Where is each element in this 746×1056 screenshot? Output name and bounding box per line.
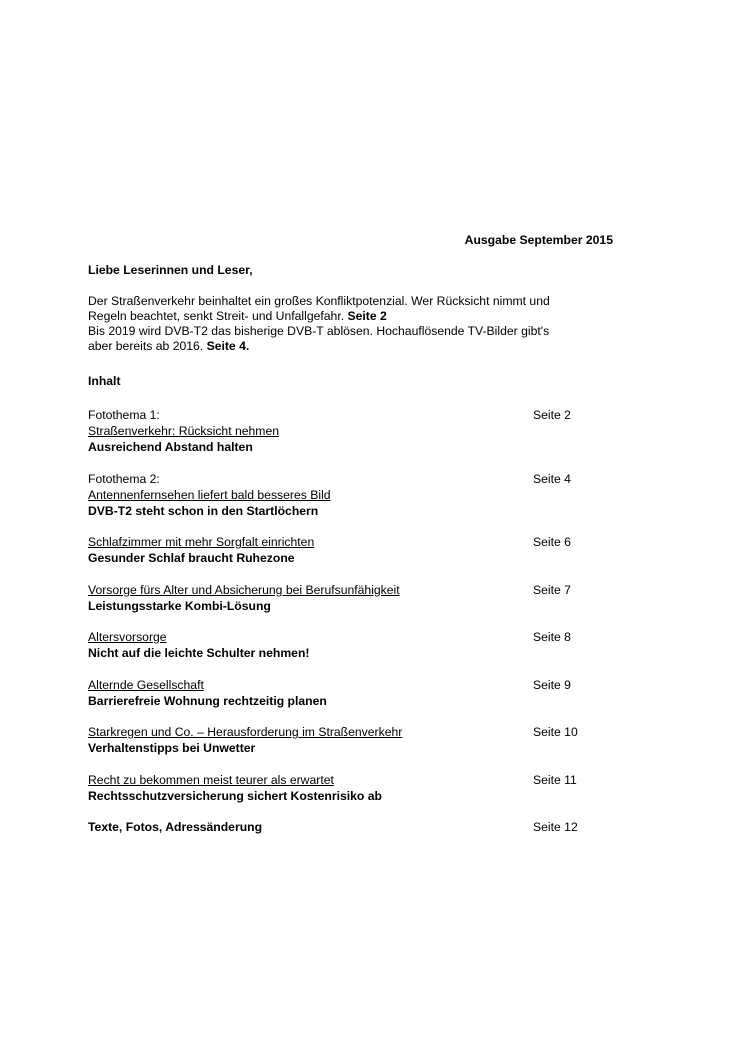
greeting: Liebe Leserinnen und Leser, [88, 263, 253, 277]
toc-entry-page: Seite 4 [533, 471, 571, 486]
intro-line: Bis 2019 wird DVB-T2 das bisherige DVB-T ablösen. Hochauflösende TV-Bilder gibt's [88, 324, 550, 338]
toc-entry-title: Vorsorge fürs Alter und Absicherung bei Berufsunfähigkeit [88, 582, 400, 597]
toc-entry [88, 534, 648, 566]
toc-entry-subtitle: Ausreichend Abstand halten [88, 440, 253, 454]
toc-entry-title: Starkregen und Co. – Herausforderung im Straßenverkehr [88, 725, 403, 739]
toc-entry [88, 582, 648, 614]
table-of-contents [88, 407, 648, 851]
intro-text: aber bereits ab 2016. [88, 339, 207, 353]
edition-date: Ausgabe September 2015 [464, 233, 613, 247]
toc-entry-page: Seite 10 [533, 725, 578, 739]
toc-entry-subtitle: Gesunder Schlaf braucht Ruhezone [88, 551, 295, 565]
intro-text: Regeln beachtet, senkt Streit- und Unfallgefahr. [88, 309, 348, 323]
toc-entry [88, 407, 648, 455]
toc-entry [88, 819, 648, 835]
toc-entry-label: Fotothema 2: [88, 471, 160, 486]
toc-entry [88, 772, 648, 804]
toc-entry-title: Altersvorsorge [88, 630, 167, 644]
toc-entry-page: Seite 12 [533, 820, 578, 834]
toc-entry-title: Recht zu bekommen meist teurer als erwartet [88, 772, 334, 787]
page-reference: Seite 4. [206, 339, 250, 353]
toc-entry-subtitle: Texte, Fotos, Adressänderung [88, 820, 263, 834]
toc-entry-subtitle: DVB-T2 steht schon in den Startlöchern [88, 503, 319, 518]
toc-entry-title: Alternde Gesellschaft [88, 677, 204, 692]
toc-entry-subtitle: Barrierefreie Wohnung rechtzeitig planen [88, 693, 327, 708]
intro-line: Der Straßenverkehr beinhaltet ein großes Konfliktpotenzial. Wer Rücksicht nimmt und [88, 294, 550, 308]
intro-paragraph [88, 294, 628, 354]
toc-entry [88, 629, 648, 661]
toc-entry [88, 677, 648, 709]
toc-entry-title: Schlafzimmer mit mehr Sorgfalt einrichten [88, 535, 315, 549]
toc-entry [88, 471, 648, 519]
intro-line [88, 309, 628, 324]
intro-line [88, 339, 628, 354]
toc-entry-subtitle: Verhaltenstipps bei Unwetter [88, 741, 256, 755]
toc-entry-page: Seite 7 [533, 582, 571, 597]
toc-entry-page: Seite 9 [533, 677, 571, 692]
toc-entry-subtitle: Rechtsschutzversicherung sichert Kostenrisiko ab [88, 788, 382, 803]
toc-heading: Inhalt [88, 374, 121, 388]
toc-entry-page: Seite 11 [533, 772, 577, 787]
toc-entry-subtitle: Nicht auf die leichte Schulter nehmen! [88, 646, 310, 660]
toc-entry-page: Seite 6 [533, 535, 571, 549]
toc-entry [88, 724, 648, 756]
toc-entry-title: Antennenfernsehen liefert bald besseres Bild [88, 487, 331, 502]
toc-entry-page: Seite 2 [533, 408, 571, 422]
page-reference: Seite 2 [347, 309, 387, 323]
toc-entry-title: Straßenverkehr: Rücksicht nehmen [88, 424, 280, 438]
toc-entry-subtitle: Leistungsstarke Kombi-Lösung [88, 598, 271, 613]
toc-entry-page: Seite 8 [533, 630, 571, 644]
toc-entry-label: Fotothema 1: [88, 408, 160, 422]
